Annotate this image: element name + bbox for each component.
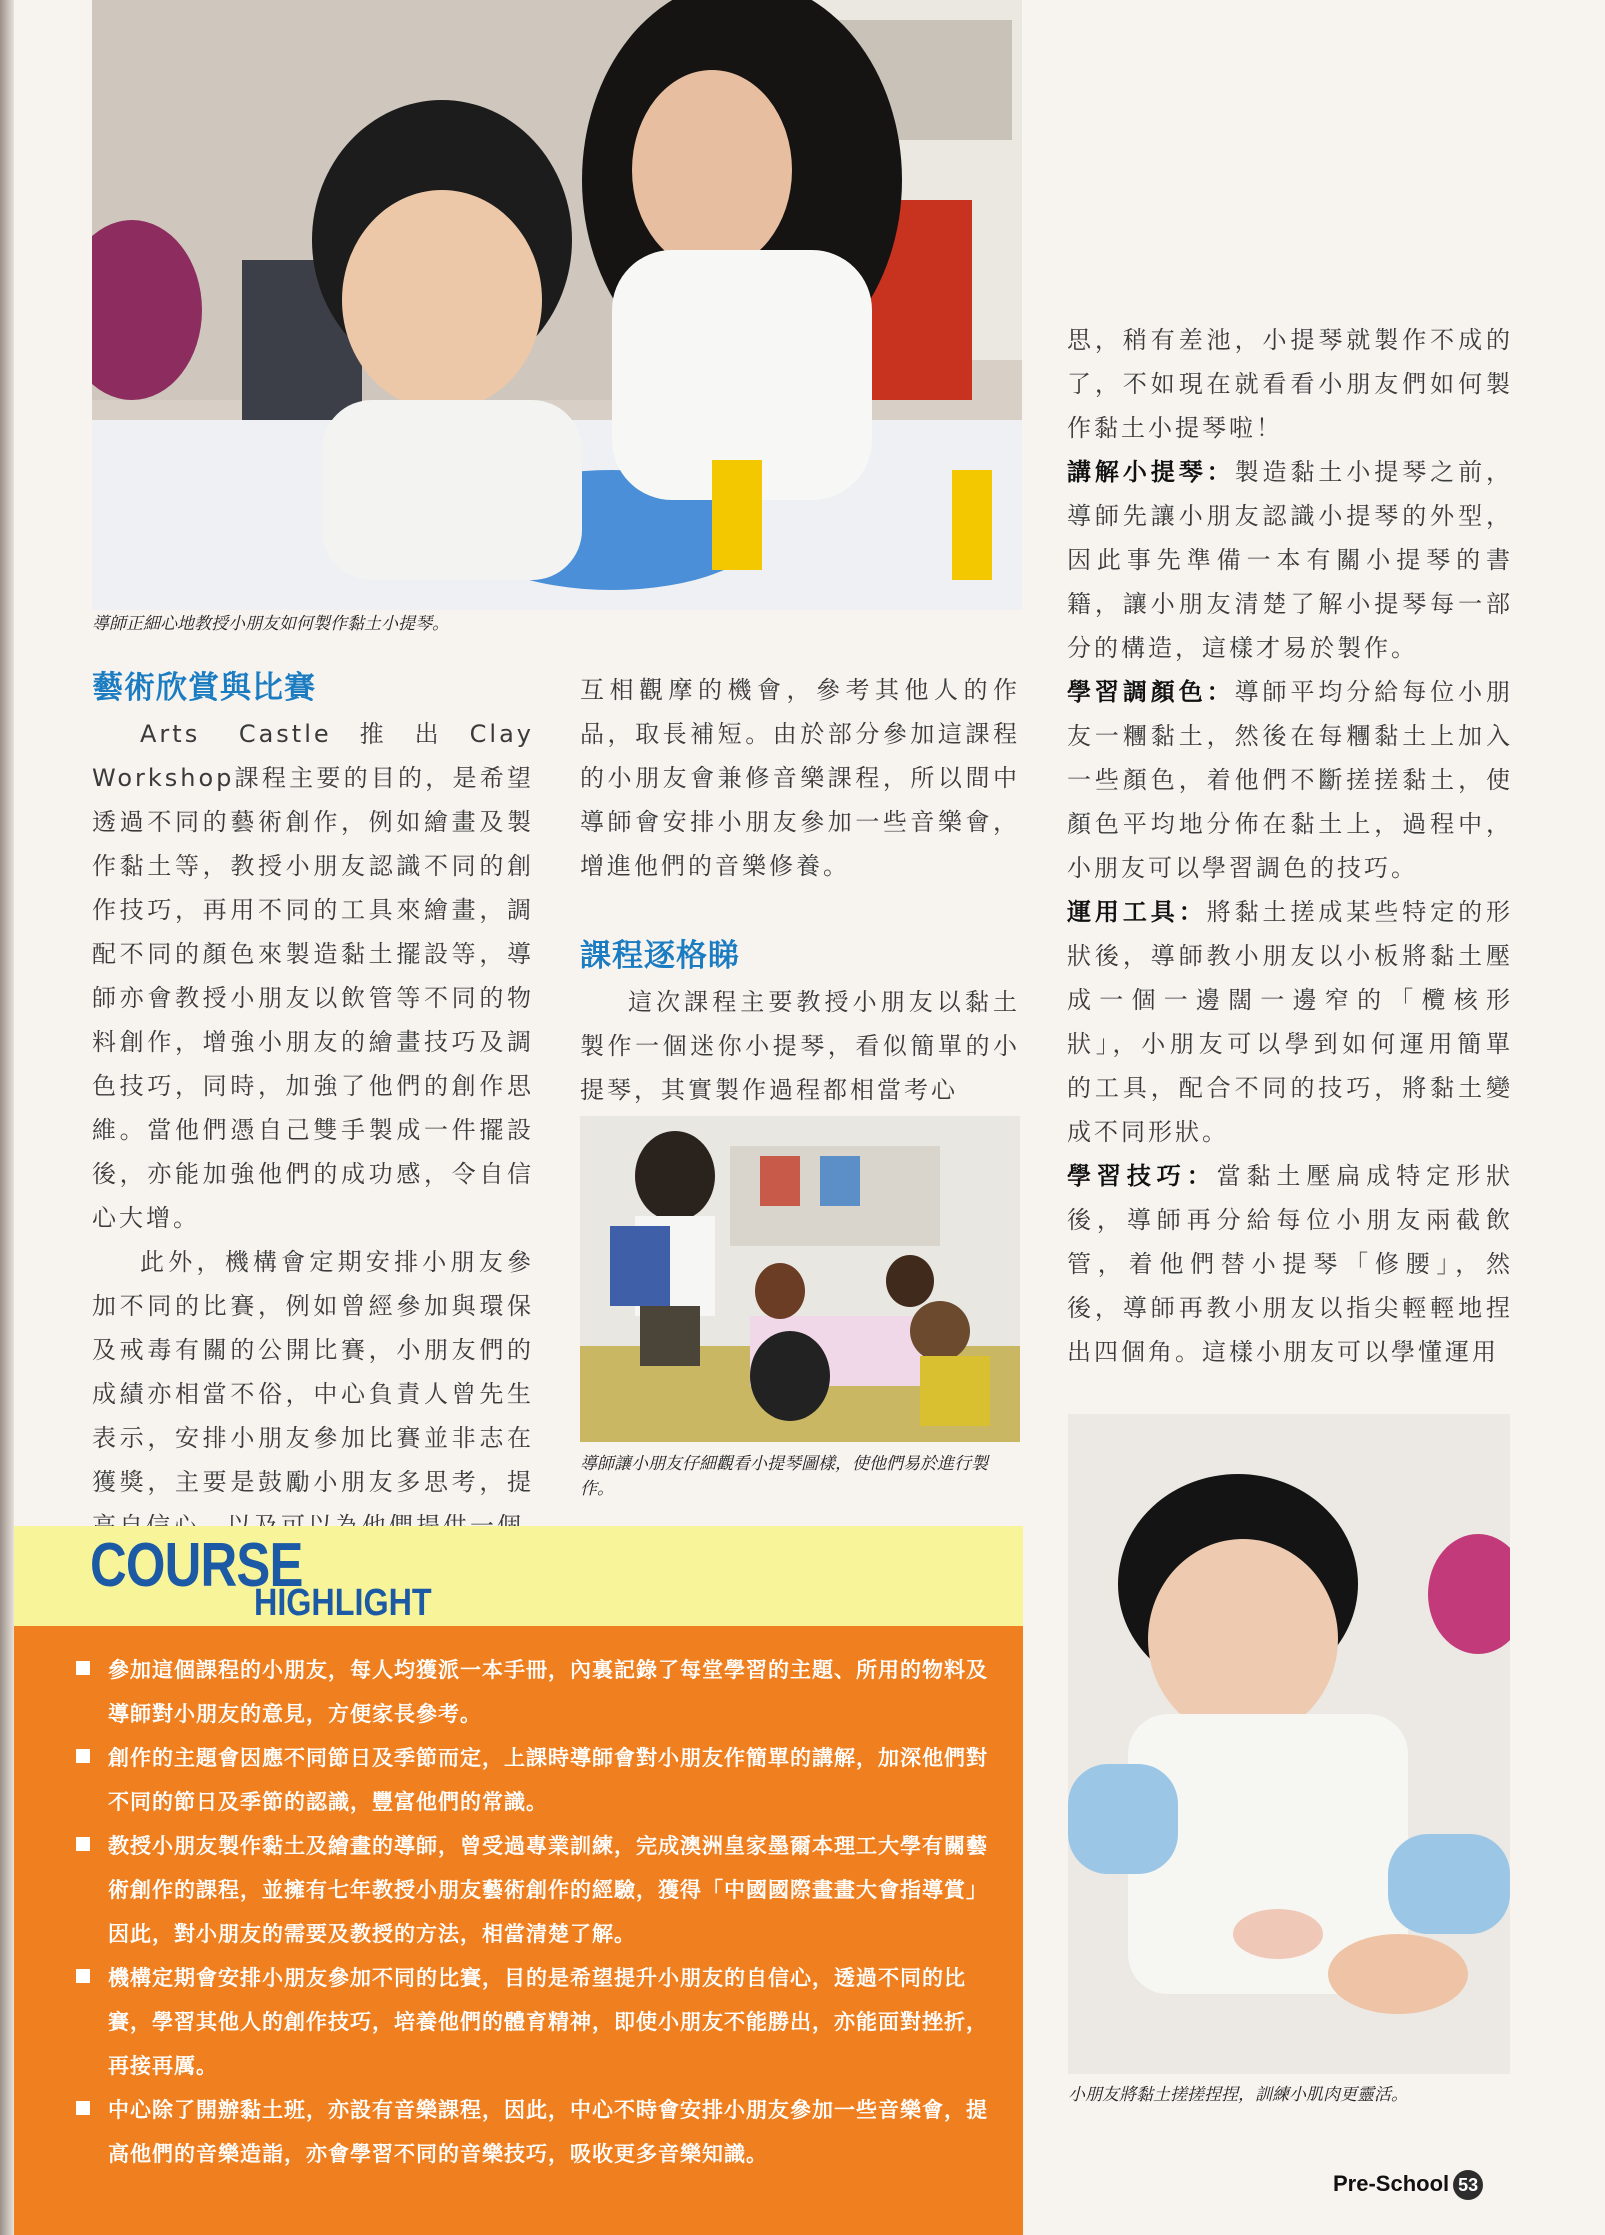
right-photo-caption: 小朋友將黏土搓搓捏捏，訓練小肌肉更靈活。: [1068, 2085, 1408, 2105]
middle-text-column: [580, 668, 1020, 888]
list-item: [74, 1648, 1004, 1736]
highlight-title-course: COURSE: [90, 1531, 303, 1600]
magazine-name: Pre-School: [1333, 2171, 1450, 2196]
list-item: [74, 1736, 1004, 1824]
bullet-square-icon: [76, 1837, 90, 1851]
list-item-text: 機構定期會安排小朋友參加不同的比賽，目的是希望提升小朋友的自信心，透過不同的比賽，學習其他人的創作技巧，培養他們的體育精神，即使小朋友不能勝出，亦能面對挫折，再接再厲。: [108, 1966, 988, 2078]
step-label: 學習技巧：: [1067, 1162, 1217, 1190]
step-label: 學習調顏色：: [1067, 678, 1235, 706]
paragraph: 這次課程主要教授小朋友以黏土製作一個迷你小提琴，看似簡單的小提琴，其實製作過程都相當考心: [580, 988, 1020, 1104]
step-label: 運用工具：: [1067, 898, 1207, 926]
paragraph: 此外，機構會定期安排小朋友參加不同的比賽，例如曾經參加與環保及戒毒有關的公開比賽，小朋友們的成績亦相當不俗，中心負責人曾先生表示，安排小朋友參加比賽並非志在獲獎，主要是鼓勵小朋友多思考，提: [92, 1248, 534, 1496]
left-text-column: [92, 712, 534, 1548]
paragraph: 思，稍有差池，小提琴就製作不成的了，不如現在就看看小朋友們如何製作黏土小提琴啦！: [1067, 326, 1513, 442]
highlight-title-highlight: HIGHLIGHT: [254, 1582, 432, 1624]
middle-photo-caption: 導師讓小朋友仔細觀看小提琴圖樣，使他們易於進行製作。: [580, 1454, 988, 1499]
list-item-text: 創作的主題會因應不同節日及季節而定，上課時導師會對小朋友作簡單的講解，加深他們對不同的節日及季節的認識，豐富他們的常識。: [108, 1746, 988, 1814]
page-footer: [1333, 2170, 1483, 2200]
paragraph: 互相觀摩的機會，參考其他人的作品，取長補短。由於部分參加這課程的小朋友會兼修音樂課程，所以間中導師會安排小朋友參加一些音樂會，增進他們的音樂修養。: [580, 676, 1020, 880]
bullet-square-icon: [76, 1661, 90, 1675]
bullet-square-icon: [76, 1969, 90, 1983]
course-highlight-box: [14, 1526, 1023, 2235]
step-text: 導師平均分給每位小朋友一糰黏土，然後在每糰黏土上加入一些顏色，着他們不斷搓搓黏土，使顏色平均地分佈在黏土上，過程中，小朋友可以學習調色的技巧。: [1067, 678, 1514, 882]
bullet-square-icon: [76, 2101, 90, 2115]
page-number: 53: [1453, 2170, 1483, 2200]
top-photo-caption: 導師正細心地教授小朋友如何製作黏土小提琴。: [92, 614, 449, 634]
photo-teacher-and-boy: [92, 0, 1022, 610]
photo-boy-with-clay: [1068, 1414, 1510, 2074]
highlight-list: [74, 1648, 1004, 2176]
step-paragraph: [1067, 450, 1513, 670]
step-paragraph: [1067, 890, 1513, 1154]
list-item-text: 參加這個課程的小朋友，每人均獲派一本手冊，內裏記錄了每堂學習的主題、所用的物料及導師對小朋友的意見，方便家長參考。: [108, 1658, 988, 1726]
step-text: 將黏土搓成某些特定的形狀後，導師教小朋友以小板將黏土壓成一個一邊闊一邊窄的「欖核形狀」，小朋友可以學到如何運用簡單的工具，配合不同的技巧，將黏土變成不同形狀。: [1067, 898, 1514, 1146]
list-item: [74, 1956, 1004, 2088]
list-item-text: 中心除了開辦黏土班，亦設有音樂課程，因此，中心不時會安排小朋友參加一些音樂會，提高他們的音樂造詣，亦會學習不同的音樂技巧，吸收更多音樂知識。: [108, 2098, 988, 2166]
page-edge: [0, 0, 14, 2235]
step-text: 製造黏土小提琴之前，導師先讓小朋友認識小提琴的外型，因此事先準備一本有關小提琴的書籍，讓小朋友清楚了解小提琴每一部分的構造，這樣才易於製作。: [1067, 458, 1514, 662]
photo-classroom: [580, 1116, 1020, 1442]
section-heading-art-appreciation: 藝術欣賞與比賽: [92, 670, 316, 706]
step-paragraph: [1067, 670, 1513, 890]
step-label: 講解小提琴：: [1067, 458, 1235, 486]
right-text-column: [1067, 318, 1513, 1374]
paragraph: Arts Castle推出Clay Workshop課程主要的目的，是希望透過不同的藝術創作，例如繪畫及製作黏土等，教授小朋友認識不同的創作技巧，再用不同的工具來繪畫，調配不同的顏色來製造黏土擺設等，導師亦會教授小朋友以飲管等不同的物料創作，增強小朋友的繪畫技巧及調色技巧，同時，加強了他們的創作思維。當他們憑自己雙手製成一件擺設後，亦能加強他們的成功感，令自信心大增。: [92, 720, 534, 1232]
step-text: 當黏土壓扁成特定形狀後，導師再分給每位小朋友兩截飲管，着他們替小提琴「修腰」，然後，導師再教小朋友以指尖輕輕地捏出四個角。這樣小朋友可以學懂運用: [1067, 1162, 1514, 1366]
highlight-body: [14, 1626, 1023, 2235]
highlight-header-band: [14, 1526, 1023, 1626]
list-item: [74, 1824, 1004, 1956]
bullet-square-icon: [76, 1749, 90, 1763]
step-paragraph: [1067, 1154, 1513, 1374]
list-item: [74, 2088, 1004, 2176]
middle-text-column-2: [580, 980, 1020, 1112]
list-item-text: 教授小朋友製作黏土及繪畫的導師，曾受過專業訓練，完成澳洲皇家墨爾本理工大學有關藝術創作的課程，並擁有七年教授小朋友藝術創作的經驗，獲得「中國國際畫畫大會指導賞」因此，對小朋友的需要及教授的方法，相當清楚了解。: [108, 1834, 988, 1946]
section-heading-course-steps: 課程逐格睇: [580, 938, 740, 974]
